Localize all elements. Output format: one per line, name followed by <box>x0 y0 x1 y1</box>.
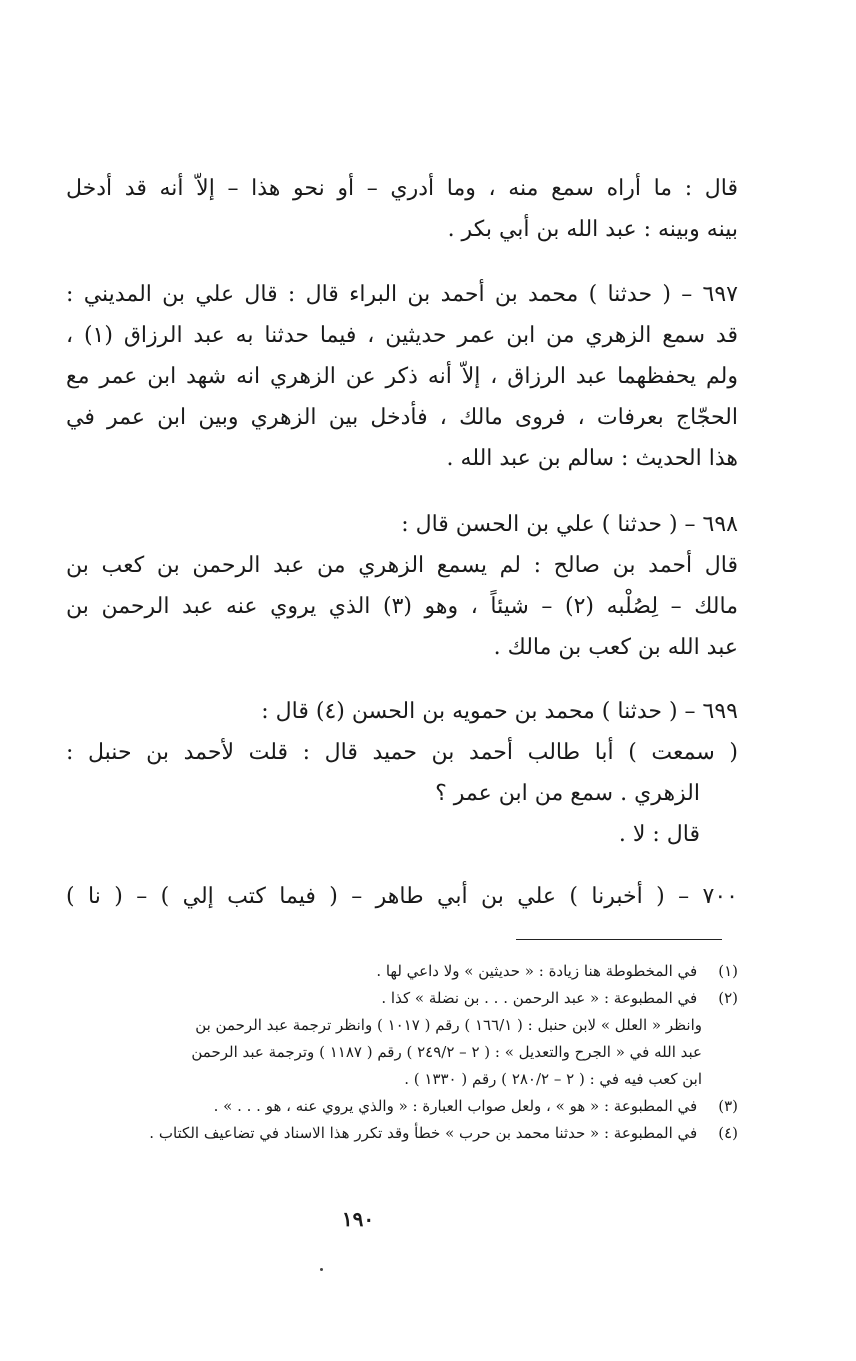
footnote-2 <box>66 985 738 1093</box>
text-line: الزهري . سمع من ابن عمر ؟ <box>435 781 700 806</box>
footnotes <box>66 958 738 1147</box>
text-line: ( سمعت ) أبا طالب أحمد بن حميد قال : قلت لأحمد بن حنبل : <box>66 740 738 765</box>
text-line: مالك – لِصُلْبه (٢) – شيئاً ، وهو (٣) الذي يروي عنه عبد الرحمن بن <box>66 594 738 619</box>
entry-heading-line: ٦٩٨ – ( حدثنا ) علي بن الحسن قال : <box>401 512 738 537</box>
footnote-text: في المطبوعة : « حدثنا محمد بن حرب » خطأ وقد تكرر هذا الاسناد في تضاعيف الكتاب . <box>149 1124 698 1142</box>
paragraph-continuation <box>66 168 738 250</box>
entry-heading-line: ٧٠٠ – ( أخبرنا ) علي بن أبي طاهر – ( فيما كتب إلي ) – ( نا ) <box>66 884 738 909</box>
hadith-entry-699 <box>66 691 738 855</box>
footnote-number: (٢) <box>718 989 738 1007</box>
footnote-text: في المطبوعة : « هو » ، ولعل صواب العبارة : « والذي يروي عنه ، هو . . . » . <box>213 1097 698 1115</box>
footnote-text: ابن كعب فيه في : ( ٢ – ٢٨٠/٢ ) رقم ( ١٣٣٠ ) . <box>404 1070 702 1088</box>
entry-heading-line: ٦٩٧ – ( حدثنا ) محمد بن أحمد بن البراء قال : قال علي بن المديني : <box>66 282 738 307</box>
hadith-entry-698 <box>66 504 738 668</box>
text-line: قد سمع الزهري من ابن عمر حديثين ، فيما حدثنا به عبد الرزاق (١) ، <box>66 323 738 348</box>
footnote-3 <box>66 1093 738 1120</box>
text-line: الحجّاج بعرفات ، فروى مالك ، فأدخل بين الزهري وبين ابن عمر في <box>66 405 738 430</box>
print-speck <box>320 1268 323 1271</box>
page-number: ١٩٠ <box>341 1207 375 1231</box>
text-line: قال : لا . <box>618 822 700 847</box>
text-line: بينه وبينه : عبد الله بن أبي بكر . <box>447 217 738 242</box>
text-line: ولم يحفظهما عبد الرزاق ، إلاّ أنه ذكر عن الزهري انه شهد ابن عمر مع <box>66 364 738 389</box>
footnote-text: في المطبوعة : « عبد الرحمن . . . بن نضلة » كذا . <box>381 989 698 1007</box>
text-line: قال أحمد بن صالح : لم يسمع الزهري من عبد الرحمن بن كعب بن <box>66 553 738 578</box>
footnote-number: (١) <box>718 962 738 980</box>
hadith-entry-697 <box>66 274 738 479</box>
hadith-entry-700 <box>66 876 738 917</box>
entry-heading-line: ٦٩٩ – ( حدثنا ) محمد بن حمويه بن الحسن (٤) قال : <box>261 699 738 724</box>
footnote-1 <box>66 958 738 985</box>
footnote-text: في المخطوطة هنا زيادة : « حديثين » ولا داعي لها . <box>376 962 698 980</box>
footnote-4 <box>66 1120 738 1147</box>
footnote-text: عبد الله في « الجرح والتعديل » : ( ٢ – ٢٤٩/٢ ) رقم ( ١١٨٧ ) وترجمة عبد الرحمن <box>191 1043 702 1061</box>
text-line: هذا الحديث : سالم بن عبد الله . <box>446 446 738 471</box>
text-line: عبد الله بن كعب بن مالك . <box>493 635 738 660</box>
text-line: قال : ما أراه سمع منه ، وما أدري – أو نحو هذا – إلاّ أنه قد أدخل <box>66 176 738 201</box>
footnote-text: وانظر « العلل » لابن حنبل : ( ١٦٦/١ ) رقم ( ١٠١٧ ) وانظر ترجمة عبد الرحمن بن <box>195 1016 702 1034</box>
footnote-number: (٣) <box>718 1097 738 1115</box>
footnote-number: (٤) <box>718 1124 738 1142</box>
footnote-divider <box>516 939 722 940</box>
